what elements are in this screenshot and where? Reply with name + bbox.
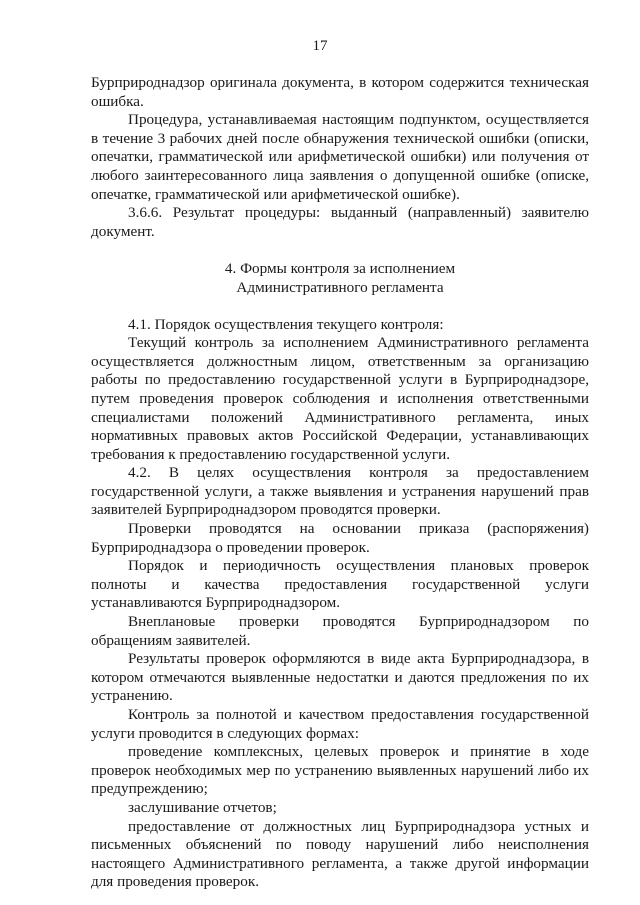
paragraph: Процедура, устанавливаемая настоящим подпунктом, осуществляется в течение 3 рабочих дней после обнаружения технической ошибки (описки, опечатки, грамматической или арифметической ошибки) или получения от любого заинтересованного лица заявления о допущенной ошибке (описке, опечатке, грамматической или арифметической ошибке). xyxy=(91,111,589,203)
section-heading-line: Административного регламента xyxy=(236,278,444,296)
list-item: проведение комплексных, целевых проверок и принятие в ходе проверок необходимых мер по устранению выявленных нарушений либо их предупреждению; xyxy=(91,743,589,798)
paragraph: 3.6.6. Результат процедуры: выданный (направленный) заявителю документ. xyxy=(91,204,589,240)
paragraph: Бурприроднадзор оригинала документа, в котором содержится техническая ошибка. xyxy=(91,74,589,110)
paragraph: Внеплановые проверки проводятся Бурприроднадзором по обращениям заявителей. xyxy=(91,613,589,649)
page-number: 17 xyxy=(312,38,328,54)
paragraph: 4.1. Порядок осуществления текущего контроля: xyxy=(128,315,444,333)
paragraph: Результаты проверок оформляются в виде акта Бурприроднадзора, в котором отмечаются выявленные недостатки и даются предложения по их устранению. xyxy=(91,650,589,705)
paragraph: Проверки проводятся на основании приказа (распоряжения) Бурприроднадзора о проведении проверок. xyxy=(91,520,589,556)
list-item: заслушивание отчетов; xyxy=(128,798,277,816)
section-heading-line: 4. Формы контроля за исполнением xyxy=(224,260,456,278)
list-item: предоставление от должностных лиц Бурприроднадзора устных и письменных объяснений по поводу нарушений либо неисполнения настоящего Административного регламента, а также другой информации для проведения проверок. xyxy=(91,817,589,891)
paragraph: Порядок и периодичность осуществления плановых проверок полноты и качества предоставления государственной услуги устанавливаются Бурприроднадзором. xyxy=(91,557,589,612)
paragraph: 4.2. В целях осуществления контроля за предоставлением государственной услуги, а также выявления и устранения нарушений прав заявителей Бурприроднадзором проводятся проверки. xyxy=(91,464,589,519)
paragraph: Контроль за полнотой и качеством предоставления государственной услуги проводится в следующих формах: xyxy=(91,706,589,742)
document-body xyxy=(91,74,589,892)
paragraph: Текущий контроль за исполнением Административного регламента осуществляется должностным лицом, ответственным за организацию работы по предоставлению государственной услуги в Бурприроднадзоре, путем проведения проверок соблюдения и исполнения ответственными специалистами положений Административного регламента, иных нормативных правовых актов Российской Федерации, устанавливающих требования к предоставлению государственной услуги. xyxy=(91,334,589,463)
section-heading xyxy=(91,260,589,297)
